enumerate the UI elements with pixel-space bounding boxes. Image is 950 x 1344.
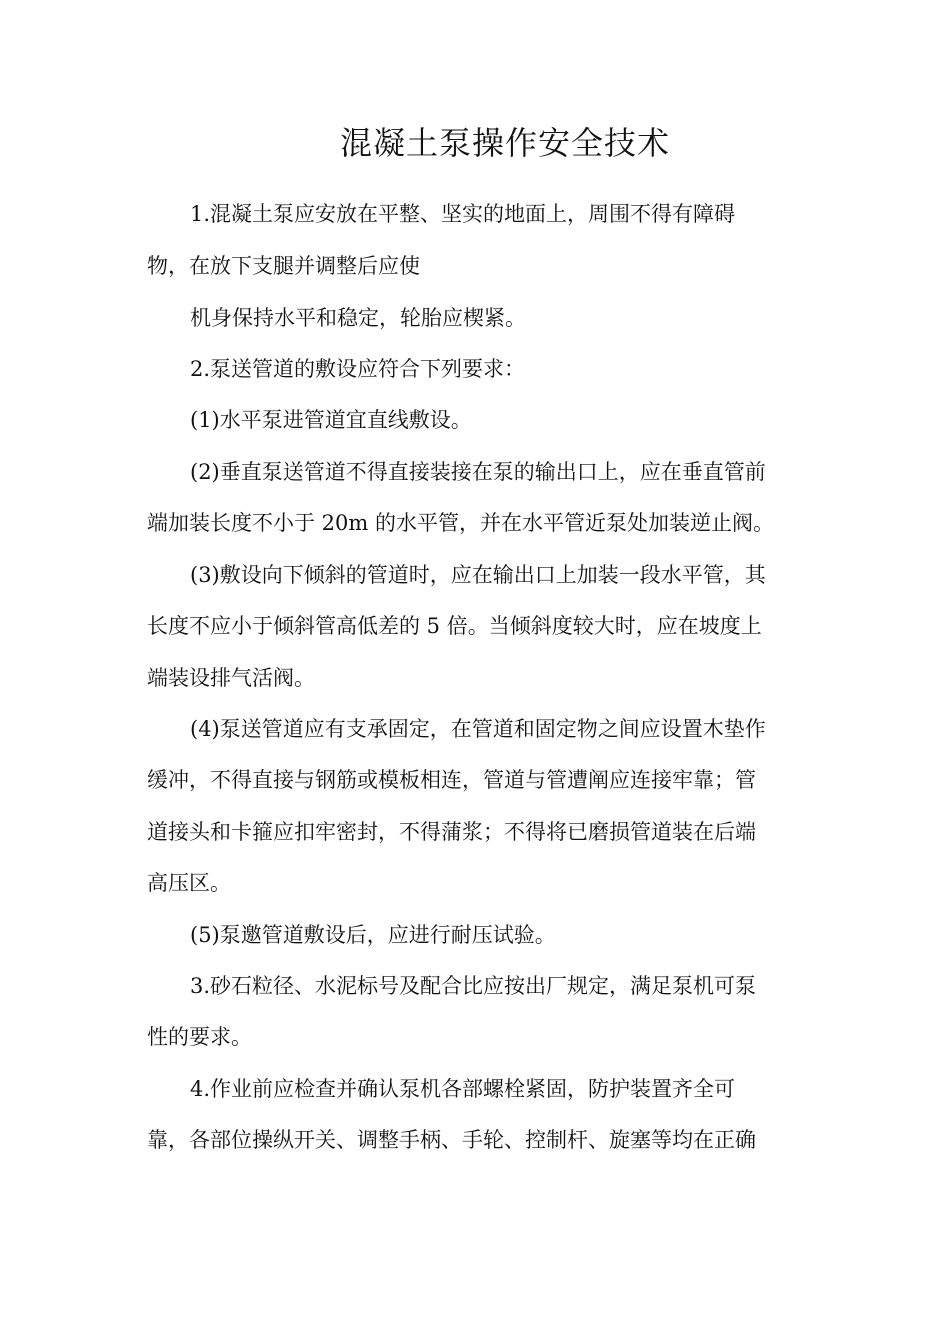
text-line: 长度不应小于倾斜管高低差的 5 倍。当倾斜度较大时，应在坡度上	[147, 614, 762, 638]
text-line: 物，在放下支腿并调整后应使	[147, 254, 420, 278]
text-line: 高压区。	[147, 871, 231, 895]
text-line: (2)垂直泵送管道不得直接装接在泵的输出口上，应在垂直管前	[190, 460, 766, 484]
text-line: 机身保持水平和稳定，轮胎应楔紧。	[190, 306, 526, 330]
text-line: 缓冲，不得直接与钢筋或模板相连，管道与管遭阐应连接牢靠；管	[147, 768, 756, 792]
text-line: 2.泵送管道的敷设应符合下列要求：	[190, 357, 526, 381]
text-line: (3)敷设向下倾斜的管道时，应在输出口上加装一段水平管，其	[190, 563, 766, 587]
text-line: 端装设排气活阀。	[147, 666, 315, 690]
text-line: 3.砂石粒径、水泥标号及配合比应按出厂规定，满足泵机可泵	[190, 974, 757, 998]
text-line: 端加装长度不小于 20m 的水平管，并在水平管近泵处加装逆止阀。	[147, 511, 774, 535]
text-line: 靠，各部位操纵开关、调整手柄、手轮、控制杆、旋塞等均在正确	[147, 1128, 756, 1152]
document-title: 混凝土泵操作安全技术	[339, 124, 670, 162]
text-line: (1)水平泵进管道宜直线敷设。	[190, 408, 472, 432]
text-line: 道接头和卡箍应扣牢密封，不得蒲浆；不得将已磨损管道装在后端	[147, 820, 756, 844]
text-line: (4)泵送管道应有支承固定，在管道和固定物之间应设置木垫作	[190, 717, 766, 741]
text-line: (5)泵邀管道敷设后，应进行耐压试验。	[190, 923, 556, 947]
text-line: 1.混凝土泵应安放在平整、坚实的地面上，周围不得有障碍	[190, 202, 736, 226]
text-line: 4.作业前应检查并确认泵机各部螺栓紧固，防护装置齐全可	[190, 1077, 736, 1101]
text-line: 性的要求。	[147, 1025, 252, 1049]
